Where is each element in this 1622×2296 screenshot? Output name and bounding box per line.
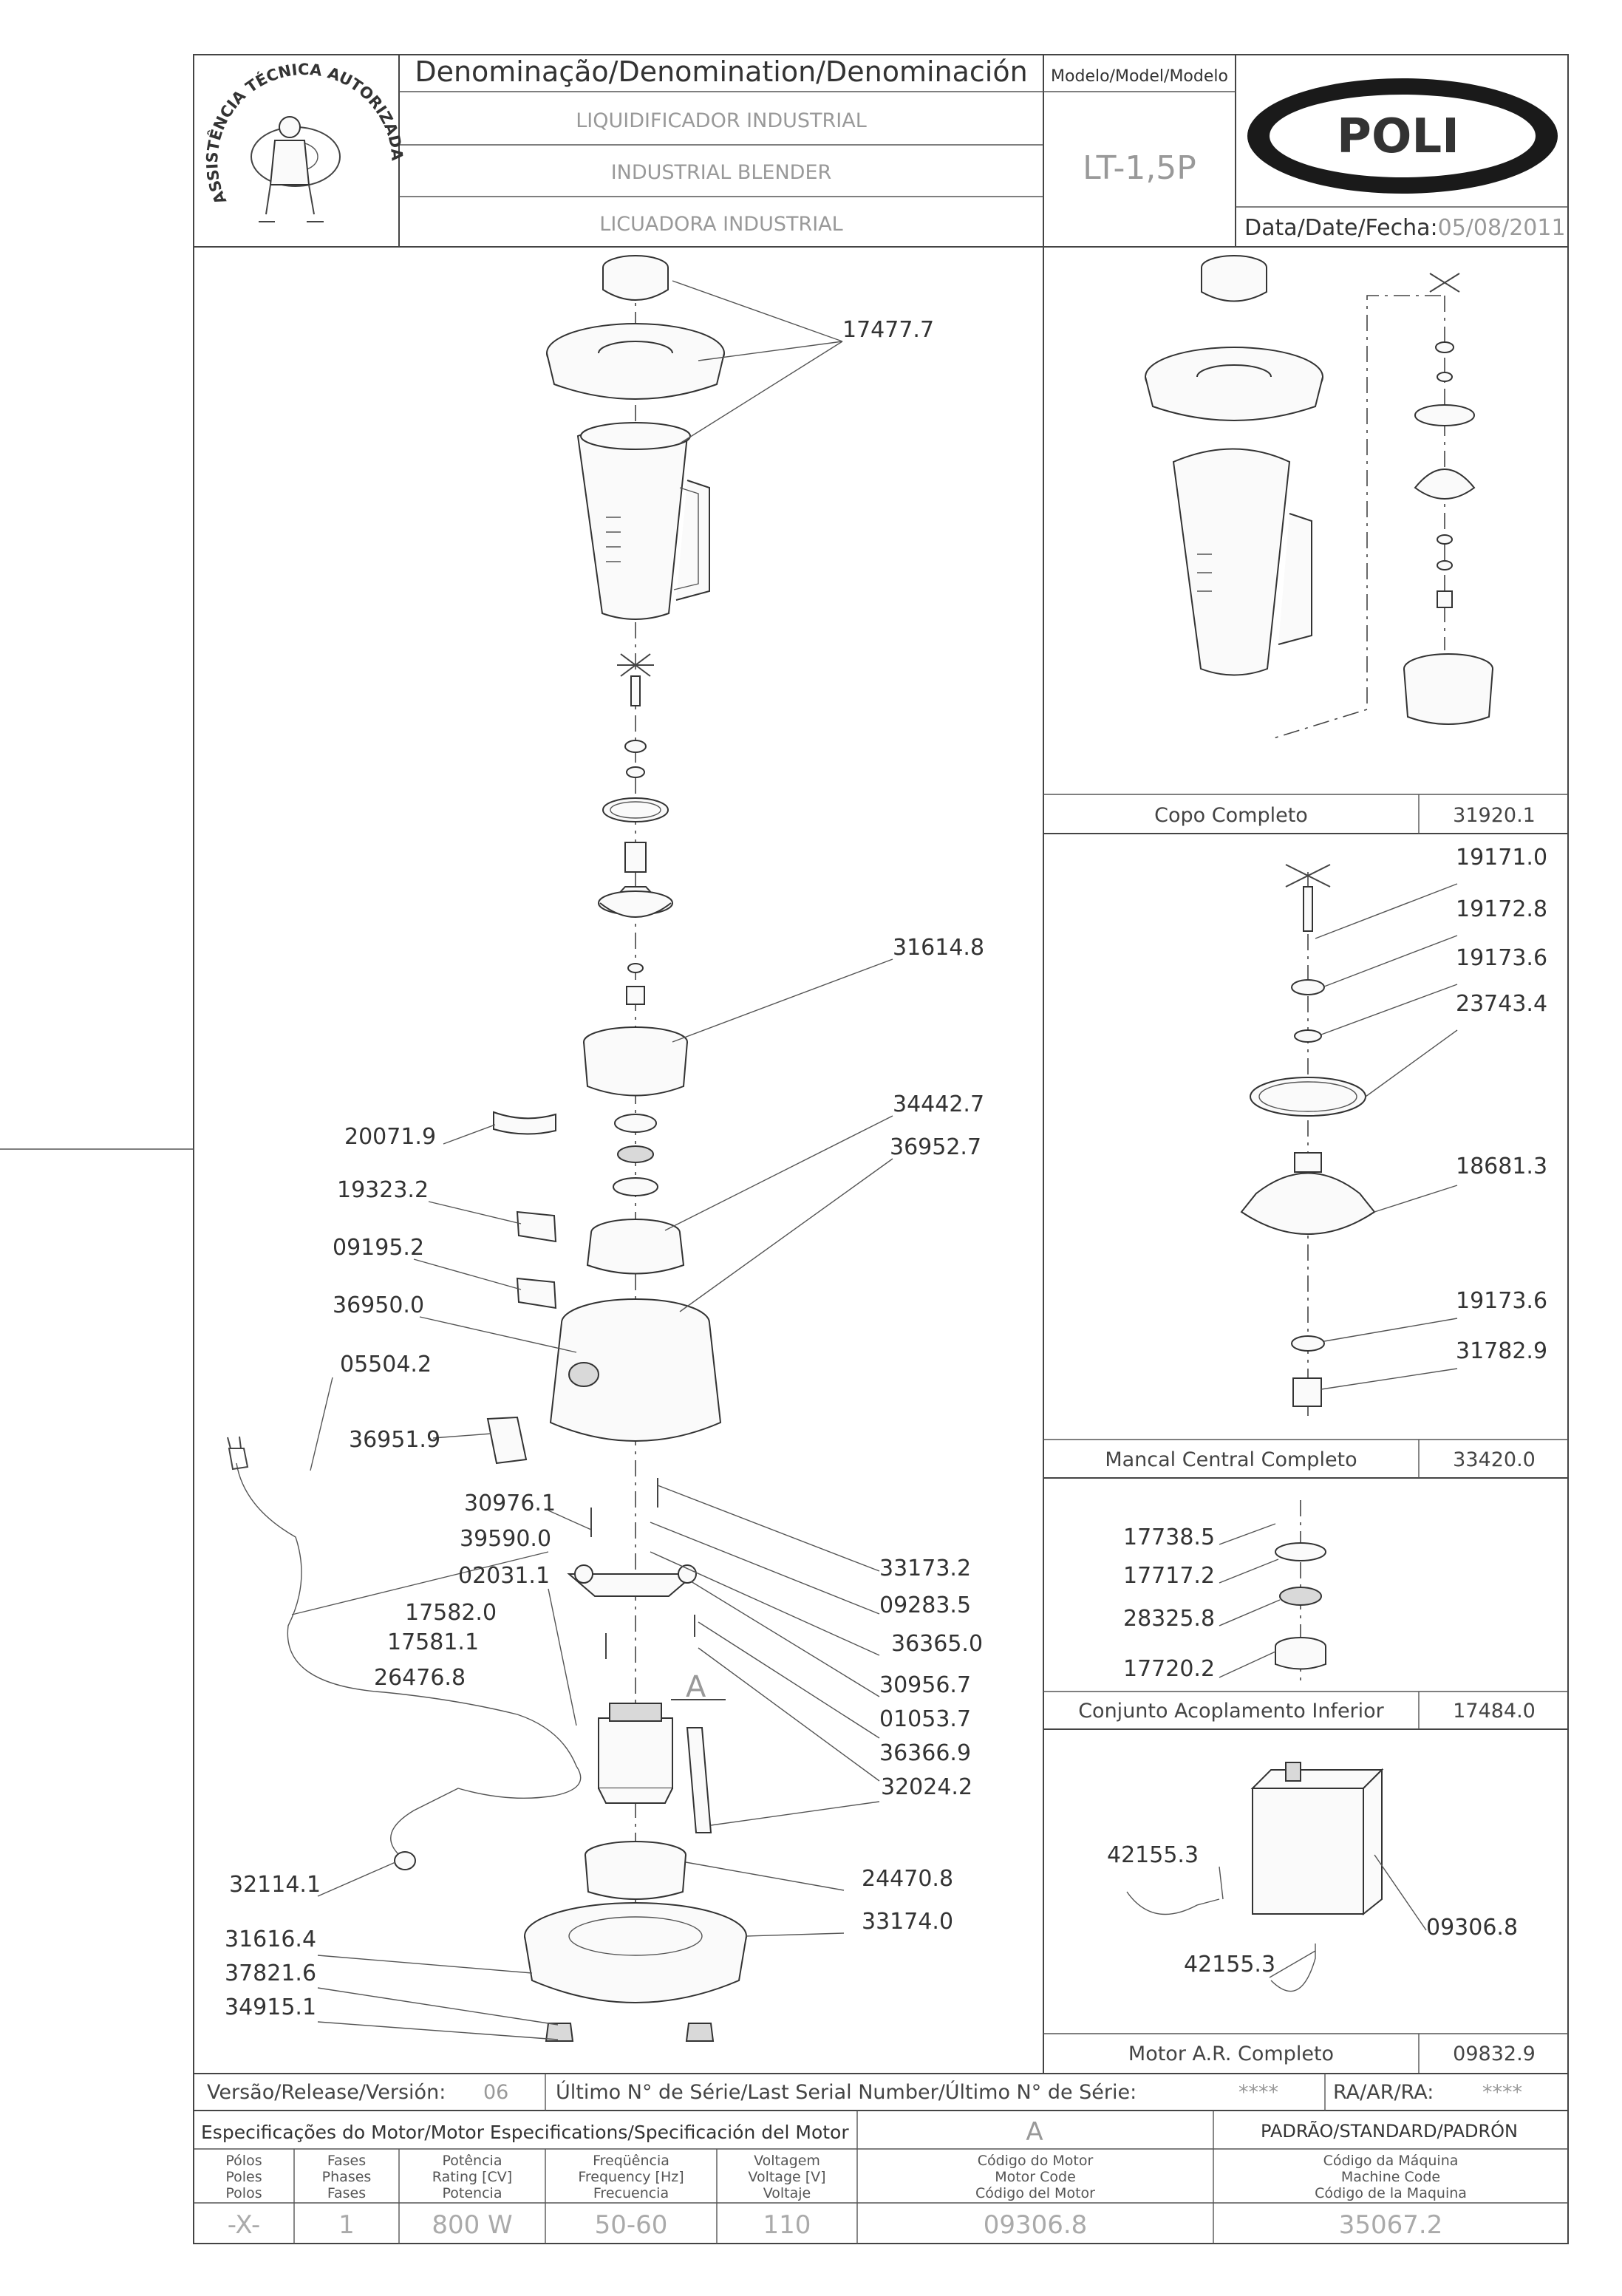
callout: 34915.1	[225, 1994, 317, 2020]
specs-standard: PADRÃO/STANDARD/PADRÓN	[1261, 2121, 1518, 2142]
denomination-title: Denominação/Denomination/Denominación	[415, 55, 1028, 88]
callout: 39590.0	[460, 1526, 552, 1552]
callout: 17477.7	[842, 317, 935, 343]
serial-label: Último N° de Série/Last Serial Number/Último N° de Série:	[556, 2081, 1137, 2104]
callout: 36365.0	[891, 1631, 984, 1657]
callout: 24470.8	[862, 1866, 954, 1892]
callout: 42155.3	[1107, 1842, 1199, 1868]
spec-header-line: Voltagem	[754, 2153, 820, 2169]
spec-header-line: Freqüência	[593, 2153, 669, 2169]
version-value: 06	[483, 2081, 509, 2104]
spec-header-line: Código do Motor	[977, 2153, 1094, 2169]
date-label: Data/Date/Fecha:	[1244, 215, 1438, 241]
callout: 31614.8	[893, 935, 985, 961]
spec-header-line: Voltaje	[763, 2185, 811, 2201]
callout: 17738.5	[1123, 1525, 1216, 1550]
callout: 09283.5	[879, 1592, 972, 1618]
model-title: Modelo/Model/Modelo	[1051, 67, 1228, 86]
spec-value: 09306.8	[983, 2210, 1088, 2240]
callout: 19323.2	[337, 1177, 429, 1203]
callout: 17581.1	[387, 1629, 480, 1655]
callout: 19171.0	[1456, 845, 1548, 871]
callout: 36952.7	[890, 1134, 982, 1160]
callout: 02031.1	[458, 1563, 551, 1589]
subassembly-name: Mancal Central Completo	[1105, 1448, 1357, 1471]
authorized-service-logo	[203, 61, 406, 222]
spec-header-line: Pólos	[225, 2153, 262, 2169]
spec-value: -X-	[227, 2210, 261, 2240]
spec-header-line: Polos	[225, 2185, 262, 2201]
callout: 34442.7	[893, 1091, 985, 1117]
spec-value: 1	[338, 2210, 355, 2240]
spec-header-line: Machine Code	[1340, 2169, 1441, 2185]
callout: 01053.7	[879, 1706, 972, 1732]
callout: 20071.9	[344, 1124, 437, 1150]
callout: 30956.7	[879, 1672, 972, 1698]
callout: 17720.2	[1123, 1656, 1216, 1682]
callout: 33174.0	[862, 1909, 954, 1935]
spec-columns	[225, 2153, 1467, 2240]
specs-col-a: A	[1026, 2117, 1043, 2147]
product-name-es: LICUADORA INDUSTRIAL	[599, 213, 843, 236]
logo-text: ASSISTÊNCIA TÉCNICA AUTORIZADA	[203, 60, 406, 207]
callout: 31616.4	[225, 1927, 317, 1952]
callout: 09306.8	[1426, 1915, 1519, 1941]
specs-title: Especificações do Motor/Motor Especifications/Specificación del Motor	[201, 2122, 849, 2143]
subassembly-code: 17484.0	[1453, 1700, 1536, 1723]
callout: 26476.8	[374, 1665, 466, 1691]
spec-header-line: Potência	[442, 2153, 502, 2169]
spec-header-line: Fases	[327, 2185, 367, 2201]
spec-header-line: Poles	[225, 2169, 262, 2185]
callout: 19173.6	[1456, 1288, 1548, 1314]
spec-value: 110	[763, 2210, 811, 2240]
spec-header-line: Fases	[327, 2153, 367, 2169]
callout: 23743.4	[1456, 991, 1548, 1017]
spec-header-line: Frecuencia	[593, 2185, 669, 2201]
callout: 17582.0	[405, 1600, 497, 1626]
callout: 36951.9	[349, 1427, 441, 1453]
spec-header-line: Código da Máquina	[1323, 2153, 1459, 2169]
product-name-en: INDUSTRIAL BLENDER	[610, 161, 832, 184]
spec-header-line: Código del Motor	[975, 2185, 1095, 2201]
callout: 36950.0	[333, 1292, 425, 1318]
detail-marker: A	[686, 1670, 706, 1704]
spec-header-line: Rating [CV]	[432, 2169, 513, 2185]
subassembly-code: 33420.0	[1453, 1448, 1536, 1471]
poli-brand-logo	[1247, 78, 1558, 194]
callout: 19172.8	[1456, 896, 1548, 922]
main-exploded-view	[228, 256, 746, 2041]
callout: 18681.3	[1456, 1154, 1548, 1179]
subassembly-code: 09832.9	[1453, 2043, 1536, 2065]
spec-header-line: Código de la Maquina	[1315, 2185, 1467, 2201]
brand-text: POLI	[1337, 109, 1459, 164]
motor-specs-table	[201, 2117, 1518, 2147]
callout: 37821.6	[225, 1961, 317, 1986]
callout: 28325.8	[1123, 1606, 1216, 1632]
serial-value: ****	[1238, 2081, 1278, 2104]
subassembly-name: Copo Completo	[1154, 804, 1308, 827]
spec-header-line: Potencia	[442, 2185, 502, 2201]
subassembly-drawings	[1127, 256, 1493, 1992]
subassembly-name: Conjunto Acoplamento Inferior	[1078, 1700, 1384, 1723]
callout: 32024.2	[881, 1774, 973, 1800]
callout: 31782.9	[1456, 1338, 1548, 1364]
spec-header-line: Motor Code	[995, 2169, 1076, 2185]
frame	[0, 55, 1568, 2244]
subassembly-code: 31920.1	[1453, 804, 1536, 827]
callout: 42155.3	[1184, 1952, 1276, 1978]
version-label: Versão/Release/Versión:	[207, 2081, 446, 2104]
callout: 09195.2	[333, 1235, 425, 1261]
callout: 33173.2	[879, 1556, 972, 1581]
spec-header-line: Voltage [V]	[748, 2169, 826, 2185]
subassembly-name: Motor A.R. Completo	[1128, 2043, 1335, 2065]
ra-label: RA/AR/RA:	[1333, 2081, 1434, 2104]
callout: 30976.1	[464, 1491, 556, 1516]
date-value: 05/08/2011	[1437, 215, 1566, 241]
callout: 05504.2	[340, 1352, 432, 1377]
spec-value: 35067.2	[1338, 2210, 1443, 2240]
model-value: LT-1,5P	[1083, 149, 1196, 187]
spec-value: 50-60	[594, 2210, 668, 2240]
product-name-pt: LIQUIDIFICADOR INDUSTRIAL	[576, 109, 867, 132]
callout: 19173.6	[1456, 945, 1548, 971]
callout: 17717.2	[1123, 1563, 1216, 1589]
callout: 36366.9	[879, 1740, 972, 1766]
spec-header-line: Frequency [Hz]	[578, 2169, 684, 2185]
spec-value: 800 W	[432, 2210, 513, 2240]
date-line	[1244, 215, 1566, 241]
callout: 32114.1	[229, 1872, 321, 1898]
ra-value: ****	[1482, 2081, 1522, 2104]
spec-header-line: Phases	[321, 2169, 372, 2185]
